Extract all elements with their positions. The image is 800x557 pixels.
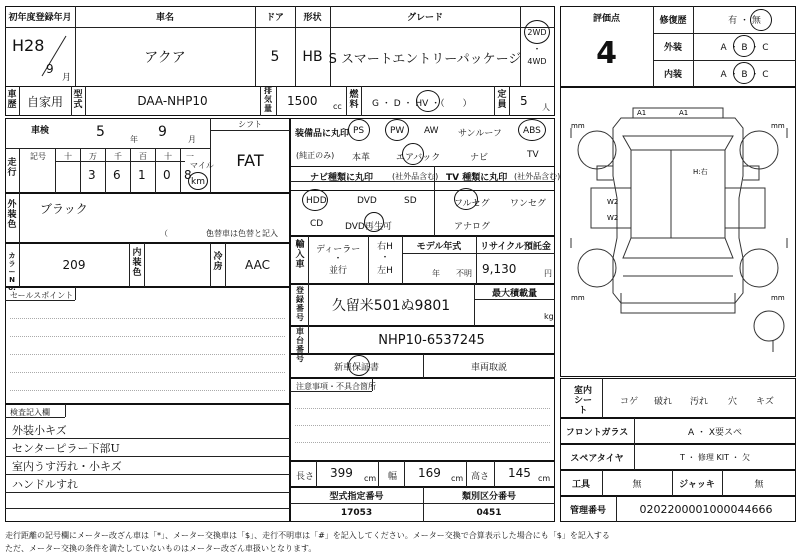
jack-label: ジャッキ	[679, 479, 715, 490]
seat-option: 汚れ	[690, 397, 709, 407]
fuel-label: 燃料	[349, 90, 359, 110]
equip-leather: 本革	[352, 153, 371, 163]
selected-circle	[364, 212, 384, 232]
selected-circle	[385, 119, 409, 141]
nav-dvd-playback: DVD再生可	[345, 222, 392, 232]
drive-dot: ・	[532, 44, 542, 55]
tv-sub: (社外品含む)	[514, 172, 561, 181]
nav-sub: (社外品含む)	[392, 172, 439, 181]
equip-abs: ABS	[523, 126, 541, 136]
length-value: 399	[330, 466, 353, 480]
mileage-digit: 6	[113, 168, 121, 182]
unit-cm: cm	[451, 474, 464, 483]
mileage-digit: 3	[88, 168, 96, 182]
reg-value: 久留米501ぬ9801	[331, 298, 451, 314]
capacity-value: 5	[520, 94, 528, 108]
width-label: 幅	[388, 472, 398, 482]
unit-km: km	[191, 177, 205, 187]
selected-circle	[454, 188, 478, 210]
unit-mile: マイル	[190, 161, 214, 170]
disp-unit: cc	[333, 102, 342, 111]
length-label: 長さ	[296, 472, 315, 482]
selected-circle	[518, 119, 546, 141]
import-parallel: 並行	[328, 265, 347, 276]
drive-2wd: 2WD	[527, 27, 547, 37]
inspect-month-unit: 月	[188, 135, 196, 144]
unit-cm: cm	[538, 474, 551, 483]
nav-dvd: DVD	[357, 196, 377, 206]
width-value: 169	[418, 466, 441, 480]
repair-label: 修復歴	[659, 16, 687, 26]
int-options: A ・ B ・ C	[720, 70, 769, 80]
nav-sd: SD	[404, 196, 417, 206]
grade-header: グレード	[406, 13, 443, 23]
seat-option: コゲ	[620, 397, 639, 407]
model-year-label: モデル年式	[416, 241, 462, 252]
selected-circle	[348, 119, 370, 141]
model-name-header: 車名	[155, 13, 174, 23]
mileage-digit: 1	[138, 168, 146, 182]
usage-label: 車歴	[7, 90, 17, 110]
colorno-label: カラーNo.	[8, 252, 16, 292]
import-right: 右H	[377, 241, 393, 252]
score-label: 評価点	[592, 13, 620, 24]
tools-label: 工具	[571, 479, 590, 490]
model-year-unit: 年	[432, 269, 440, 278]
spare-value: T ・ 修理 KIT ・ 欠	[679, 452, 751, 462]
tv-title: TV 種類に丸印	[446, 173, 508, 183]
selected-circle	[302, 189, 328, 211]
nav-cd: CD	[310, 219, 324, 229]
equip-sub: (純正のみ)	[296, 151, 335, 160]
glass-label: フロントガラス	[565, 427, 629, 438]
selected-circle	[750, 9, 772, 31]
equip-label: 装備品に丸印	[295, 129, 350, 139]
class-no-value: 0451	[476, 507, 502, 518]
new-warranty: 新車保証書	[333, 362, 379, 373]
model-value: アクア	[144, 50, 186, 66]
color-paren: （ ）	[160, 229, 216, 238]
selected-circle	[733, 35, 755, 57]
recycle-unit: 円	[544, 269, 552, 278]
color-note: 色替車は色替と記入	[206, 229, 278, 238]
inspect-label: 車検	[30, 125, 49, 136]
chassis-value: NHP10-6537245	[378, 332, 485, 348]
year-month-header: 初年度登録年月	[8, 13, 72, 23]
seat-option: 穴	[728, 397, 738, 407]
color-value: ブラック	[40, 202, 88, 216]
mileage-symbol-label: 記号	[30, 152, 46, 161]
cooling-value: AAC	[245, 258, 270, 272]
shift-value: FAT	[236, 150, 264, 170]
digit-label: 一	[186, 152, 194, 161]
import-left: 左H	[377, 265, 393, 276]
inspect-year: 5	[96, 124, 105, 140]
import-dot: ・	[380, 252, 390, 263]
shift-label: シフト	[238, 119, 262, 129]
type-value: DAA-NHP10	[137, 94, 208, 108]
selected-circle	[524, 20, 550, 44]
int-label: 内装	[663, 70, 682, 80]
glass-value: A ・ X要スペ	[687, 427, 743, 438]
doors-value: 5	[270, 49, 280, 65]
color-label: 外装色	[7, 200, 17, 230]
inspector-label: 検査記入欄	[10, 408, 50, 417]
load-unit: kg	[544, 312, 554, 321]
tv-analog: アナログ	[454, 222, 491, 232]
equip-sunroof: サンルーフ	[458, 129, 502, 139]
class-no-label: 類別区分番号	[461, 492, 516, 502]
reg-label: 登録番号	[296, 286, 304, 322]
inspect-year-unit: 年	[130, 135, 138, 144]
type-label: 型式	[73, 90, 83, 110]
mileage-digit: 8	[184, 168, 192, 182]
digit-label: 百	[139, 152, 147, 161]
score-value: 4	[596, 35, 617, 71]
equip-pw: PW	[390, 126, 405, 136]
selected-circle	[416, 90, 440, 112]
digit-label: 十	[64, 152, 72, 161]
model-year-value: 不明	[456, 269, 472, 278]
shape-header: 形状	[303, 13, 322, 23]
year-value: H28	[12, 36, 45, 55]
mm-label: mm	[771, 294, 785, 302]
mm-label: mm	[571, 294, 585, 302]
load-label: 最大積載量	[491, 288, 537, 299]
equip-navi: ナビ	[470, 153, 489, 163]
mileage-digit: 0	[163, 168, 171, 182]
mm-label: mm	[571, 122, 585, 130]
map-label: W2	[607, 198, 619, 206]
month-unit: 月	[62, 73, 72, 83]
body-value: HB	[302, 49, 323, 65]
equip-tv: TV	[527, 150, 539, 160]
type-no-value: 17053	[340, 507, 373, 518]
ext-label: 外装	[663, 43, 682, 53]
repair-options: 有 ・ 無	[728, 16, 761, 26]
door-header: ドア	[266, 13, 284, 23]
cooling-label: 冷房	[213, 252, 223, 272]
tv-oneseg: ワンセグ	[510, 199, 547, 209]
grade-value: S スマートエントリーパッケージ	[328, 51, 522, 67]
footer-note-1: 走行距離の記号欄にメーター改ざん車は「*」、メーター交換車は「$」、走行不明車は「#」を記入してください。メーター交換で合算表示した場合にも「$」を記入する	[5, 531, 610, 540]
footer-note-2: ただ、メーター交換の条件を満たしていないものはメーター改ざん車扱いとなります。	[5, 544, 317, 553]
map-label: A1	[679, 109, 689, 117]
selected-circle	[188, 172, 208, 190]
capacity-label: 定員	[497, 90, 507, 110]
equip-airbag: エアバック	[396, 153, 441, 163]
selected-circle	[348, 355, 370, 376]
inspector-note: 室内うす汚れ・小キズ	[12, 460, 122, 473]
chassis-label: 車台番号	[296, 327, 304, 363]
recycle-value: 9,130	[482, 262, 517, 276]
spare-label: スペアタイヤ	[570, 453, 624, 464]
usage-value: 自家用	[26, 94, 63, 109]
nav-title: ナビ種類に丸印	[310, 173, 374, 183]
inspect-month: 9	[158, 124, 167, 140]
mgmt-label: 管理番号	[569, 505, 606, 516]
digit-label: 千	[114, 152, 122, 161]
height-label: 高さ	[471, 472, 490, 482]
mileage-label: 走行	[7, 158, 17, 178]
type-no-label: 型式指定番号	[329, 492, 384, 502]
equip-aw: AW	[424, 126, 439, 136]
import-label: 輸入車	[295, 240, 305, 270]
inspector-note: 外装小キズ	[12, 424, 67, 437]
drive-4wd: 4WD	[527, 56, 547, 66]
height-value: 145	[508, 466, 531, 480]
map-label: W2	[607, 214, 619, 222]
import-dot: ・	[333, 253, 343, 264]
month-value: 9	[46, 62, 54, 76]
mgmt-value: 0202200001000044666	[639, 502, 773, 516]
equip-ps: PS	[353, 126, 365, 136]
digit-label: 十	[164, 152, 172, 161]
sales-label: セールスポイント	[10, 291, 74, 300]
recycle-label: リサイクル預託金	[480, 241, 551, 252]
capacity-unit: 人	[542, 103, 550, 112]
disp-value: 1500	[287, 94, 318, 108]
seat-option: 破れ	[654, 397, 673, 407]
seat-option: キズ	[756, 397, 774, 407]
notes-label: 注意事項・不具合箇所	[296, 382, 376, 391]
inspector-note: ハンドルすれ	[12, 478, 78, 491]
fuel-options: G ・ D ・ HV ・（ ）	[372, 99, 472, 109]
disp-label: 排気量	[264, 86, 272, 113]
colorno-value: 209	[62, 258, 86, 272]
sales-block	[5, 287, 290, 404]
selected-circle	[733, 62, 755, 84]
jack-value: 無	[754, 479, 764, 490]
vehicle-manual: 車両取説	[470, 362, 507, 373]
inspector-note: センターピラー下部U	[12, 442, 120, 455]
import-dealer: ディーラー	[316, 245, 361, 255]
ext-options: A ・ B ・ C	[720, 43, 769, 53]
digit-label: 万	[89, 152, 97, 161]
selected-circle	[402, 143, 424, 165]
car-diagram	[561, 88, 795, 376]
map-label: A1	[637, 109, 647, 117]
tv-fullseg: フルセグ	[454, 199, 490, 209]
nav-hdd: HDD	[306, 196, 327, 206]
mm-label: mm	[771, 122, 785, 130]
unit-cm: cm	[364, 474, 377, 483]
map-label: H:右	[693, 168, 708, 176]
seat-label: 室内シート	[573, 386, 592, 416]
tools-value: 無	[632, 479, 642, 490]
interior-color-label: 内装色	[132, 248, 142, 278]
